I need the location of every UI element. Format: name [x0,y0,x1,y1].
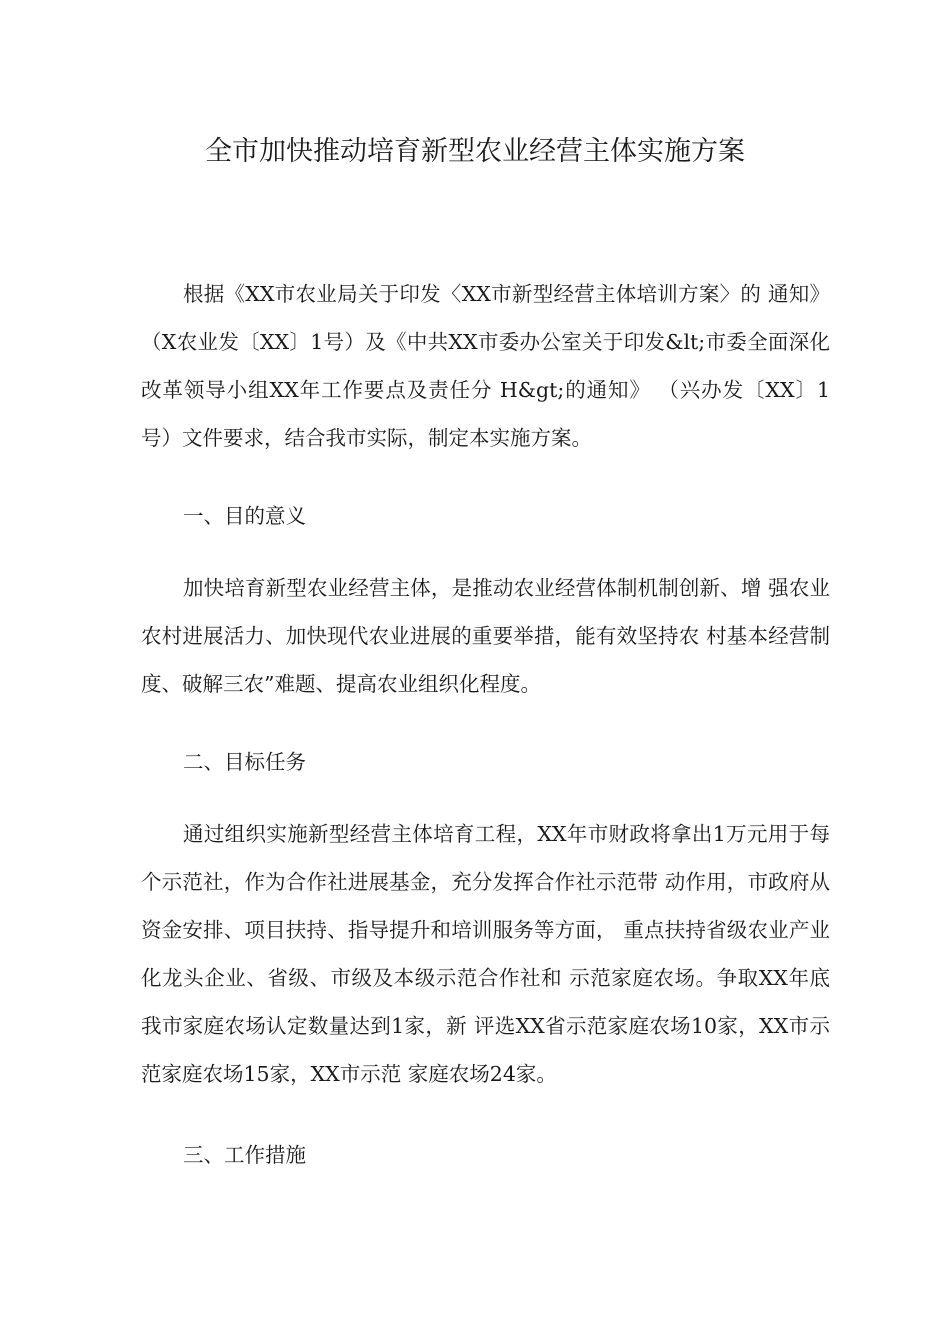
section-heading-purpose: 一、目的意义 [183,504,306,528]
section-body-goals: 通过组织实施新型经营主体培育工程，XX年市财政将拿出1万元用于每个示范社，作为合作社进展基金，充分发挥合作社示范带 动作用，市政府从资金安排、项目扶持、指导提升和培训服务等方面， 重点扶持省级农业产业化龙头企业、省级、市级及本级示范合作社和 示范家庭农场。争取XX年底我市家庭农场认定数量达到1家，新 评选XX省示范家庭农场10家，XX市示范家庭农场15家，XX市示范 家庭农场24家。 [141,822,830,1086]
document-title: 全市加快推动培育新型农业经营主体实施方案 [205,136,745,167]
section-heading-measures: 三、工作措施 [183,1143,306,1167]
section-heading-goals: 二、目标任务 [183,750,306,774]
intro-paragraph: 根据《XX市农业局关于印发〈XX市新型经营主体培训方案〉的 通知》（X农业发〔XX〕1号）及《中共XX市委办公室关于印发&lt;市委全面深化改革领导小组XX年工作要点及责任分 H&gt;的通知》 （兴办发〔XX〕1号）文件要求，结合我市实际，制定本实施方案。 [141,282,830,450]
section-body-purpose: 加快培育新型农业经营主体，是推动农业经营体制机制创新、增 强农业农村进展活力、加快现代农业进展的重要举措，能有效坚持农 村基本经营制度、破解三农”难题、提高农业组织化程度。 [141,576,830,696]
